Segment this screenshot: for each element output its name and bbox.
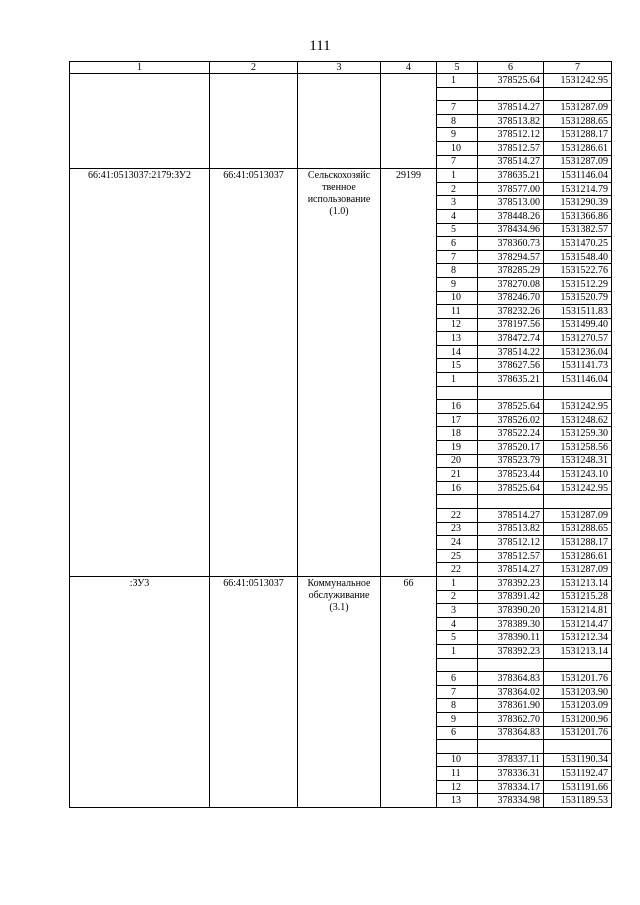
coord-x-cell: 378635.21: [478, 373, 544, 387]
coord-y-cell: 1531287.09: [544, 101, 612, 115]
coord-x-cell: 378513.82: [478, 114, 544, 128]
coord-x-cell: 378512.12: [478, 536, 544, 550]
cadastral-block-cell: 66:41:0513037: [210, 169, 298, 577]
point-number-cell: 11: [437, 305, 478, 319]
coord-x-cell: 378526.02: [478, 413, 544, 427]
coord-x-cell: [478, 658, 544, 672]
table-row: [70, 74, 612, 88]
coord-x-cell: 378434.96: [478, 223, 544, 237]
coord-x-cell: 378334.98: [478, 794, 544, 808]
point-number-cell: 10: [437, 141, 478, 155]
column-header: 3: [298, 62, 381, 74]
coord-x-cell: 378514.27: [478, 509, 544, 523]
column-header: 5: [437, 62, 478, 74]
point-number-cell: [437, 740, 478, 754]
point-number-cell: 12: [437, 780, 478, 794]
column-header: 4: [381, 62, 437, 74]
point-number-cell: 18: [437, 427, 478, 441]
coord-y-cell: 1531520.79: [544, 291, 612, 305]
point-number-cell: 25: [437, 549, 478, 563]
point-number-cell: 15: [437, 359, 478, 373]
point-number-cell: 7: [437, 155, 478, 169]
table-row: [70, 169, 612, 183]
coord-y-cell: 1531200.96: [544, 712, 612, 726]
coord-y-cell: 1531511.83: [544, 305, 612, 319]
coord-x-cell: 378514.27: [478, 563, 544, 577]
coord-x-cell: 378448.26: [478, 209, 544, 223]
coord-x-cell: 378364.02: [478, 685, 544, 699]
coord-x-cell: 378360.73: [478, 237, 544, 251]
coord-y-cell: 1531213.14: [544, 644, 612, 658]
point-number-cell: 8: [437, 264, 478, 278]
coordinates-table: [69, 61, 612, 808]
coord-x-cell: 378514.22: [478, 345, 544, 359]
coord-y-cell: 1531192.47: [544, 767, 612, 781]
point-number-cell: 2: [437, 590, 478, 604]
coord-y-cell: 1531213.14: [544, 576, 612, 590]
table-row: [70, 576, 612, 590]
coord-x-cell: 378334.17: [478, 780, 544, 794]
point-number-cell: 22: [437, 563, 478, 577]
coord-x-cell: 378364.83: [478, 672, 544, 686]
coord-y-cell: 1531248.62: [544, 413, 612, 427]
point-number-cell: 22: [437, 509, 478, 523]
coord-x-cell: 378514.27: [478, 101, 544, 115]
coord-x-cell: 378512.12: [478, 128, 544, 142]
area-cell: [381, 74, 437, 169]
point-number-cell: 21: [437, 468, 478, 482]
coord-y-cell: 1531288.65: [544, 114, 612, 128]
coord-x-cell: 378522.24: [478, 427, 544, 441]
point-number-cell: 14: [437, 345, 478, 359]
coord-x-cell: 378336.31: [478, 767, 544, 781]
coord-y-cell: 1531203.09: [544, 699, 612, 713]
coord-x-cell: 378525.64: [478, 74, 544, 88]
point-number-cell: 11: [437, 767, 478, 781]
cadastral-number-cell: 66:41:0513037:2179:ЗУ2: [70, 169, 210, 577]
coord-y-cell: 1531190.34: [544, 753, 612, 767]
point-number-cell: 4: [437, 617, 478, 631]
point-number-cell: 5: [437, 223, 478, 237]
coord-x-cell: 378285.29: [478, 264, 544, 278]
coord-y-cell: 1531201.76: [544, 672, 612, 686]
coord-x-cell: [478, 495, 544, 509]
coord-y-cell: [544, 87, 612, 101]
coord-y-cell: 1531522.76: [544, 264, 612, 278]
coord-x-cell: 378523.79: [478, 454, 544, 468]
point-number-cell: 6: [437, 237, 478, 251]
coord-y-cell: 1531201.76: [544, 726, 612, 740]
permitted-use-cell: Сельскохозяйс твенное использование (1.0): [298, 169, 381, 577]
coord-y-cell: 1531141.73: [544, 359, 612, 373]
point-number-cell: 6: [437, 672, 478, 686]
point-number-cell: 9: [437, 712, 478, 726]
point-number-cell: 4: [437, 209, 478, 223]
table-body: [70, 74, 612, 808]
coord-x-cell: 378513.00: [478, 196, 544, 210]
coord-x-cell: 378635.21: [478, 169, 544, 183]
coord-y-cell: 1531286.61: [544, 549, 612, 563]
point-number-cell: 16: [437, 481, 478, 495]
coord-y-cell: 1531287.09: [544, 155, 612, 169]
point-number-cell: 16: [437, 400, 478, 414]
coord-x-cell: 378513.82: [478, 522, 544, 536]
coord-y-cell: 1531214.81: [544, 604, 612, 618]
point-number-cell: 17: [437, 413, 478, 427]
coord-y-cell: 1531288.17: [544, 536, 612, 550]
coord-x-cell: 378525.64: [478, 481, 544, 495]
coord-x-cell: 378246.70: [478, 291, 544, 305]
coord-x-cell: 378512.57: [478, 141, 544, 155]
coord-y-cell: 1531366.86: [544, 209, 612, 223]
point-number-cell: 8: [437, 699, 478, 713]
point-number-cell: 5: [437, 631, 478, 645]
coord-y-cell: 1531287.09: [544, 563, 612, 577]
coord-x-cell: 378392.23: [478, 644, 544, 658]
coord-y-cell: 1531146.04: [544, 169, 612, 183]
coord-y-cell: 1531242.95: [544, 400, 612, 414]
point-number-cell: [437, 495, 478, 509]
coord-y-cell: [544, 386, 612, 400]
header-row: [70, 62, 612, 74]
cadastral-block-cell: 66:41:0513037: [210, 576, 298, 807]
coord-y-cell: 1531512.29: [544, 277, 612, 291]
coord-x-cell: 378391.42: [478, 590, 544, 604]
coord-y-cell: 1531212.34: [544, 631, 612, 645]
point-number-cell: 7: [437, 250, 478, 264]
coord-y-cell: 1531270.57: [544, 332, 612, 346]
coord-x-cell: 378270.08: [478, 277, 544, 291]
coord-y-cell: 1531259.30: [544, 427, 612, 441]
coord-x-cell: [478, 386, 544, 400]
coord-y-cell: 1531242.95: [544, 481, 612, 495]
coord-y-cell: [544, 740, 612, 754]
area-cell: 29199: [381, 169, 437, 577]
point-number-cell: 13: [437, 332, 478, 346]
coord-x-cell: 378364.83: [478, 726, 544, 740]
coord-y-cell: 1531286.61: [544, 141, 612, 155]
coord-y-cell: 1531470.25: [544, 237, 612, 251]
point-number-cell: 24: [437, 536, 478, 550]
point-number-cell: 13: [437, 794, 478, 808]
cadastral-number-cell: [70, 74, 210, 169]
coord-x-cell: 378389.30: [478, 617, 544, 631]
point-number-cell: 8: [437, 114, 478, 128]
coord-y-cell: 1531189.53: [544, 794, 612, 808]
coord-x-cell: 378392.23: [478, 576, 544, 590]
coord-y-cell: 1531243.10: [544, 468, 612, 482]
coord-y-cell: 1531290.39: [544, 196, 612, 210]
coord-x-cell: 378525.64: [478, 400, 544, 414]
point-number-cell: 9: [437, 277, 478, 291]
coord-x-cell: 378361.90: [478, 699, 544, 713]
coord-y-cell: 1531499.40: [544, 318, 612, 332]
cadastral-number-cell: :ЗУ3: [70, 576, 210, 807]
permitted-use-cell: Коммунальное обслуживание (3.1): [298, 576, 381, 807]
coord-x-cell: [478, 87, 544, 101]
coord-y-cell: 1531242.95: [544, 74, 612, 88]
point-number-cell: 3: [437, 604, 478, 618]
coord-x-cell: 378512.57: [478, 549, 544, 563]
coord-y-cell: 1531146.04: [544, 373, 612, 387]
point-number-cell: 20: [437, 454, 478, 468]
coord-x-cell: [478, 740, 544, 754]
coord-x-cell: 378523.44: [478, 468, 544, 482]
coord-y-cell: 1531287.09: [544, 509, 612, 523]
coord-x-cell: 378294.57: [478, 250, 544, 264]
coord-y-cell: 1531203.90: [544, 685, 612, 699]
coord-y-cell: 1531548.40: [544, 250, 612, 264]
coord-x-cell: 378232.26: [478, 305, 544, 319]
point-number-cell: 1: [437, 644, 478, 658]
coord-y-cell: 1531248.31: [544, 454, 612, 468]
column-header: 2: [210, 62, 298, 74]
point-number-cell: 12: [437, 318, 478, 332]
point-number-cell: 19: [437, 441, 478, 455]
coord-y-cell: [544, 658, 612, 672]
coord-y-cell: 1531236.04: [544, 345, 612, 359]
coord-x-cell: 378627.56: [478, 359, 544, 373]
point-number-cell: 23: [437, 522, 478, 536]
coord-y-cell: 1531382.57: [544, 223, 612, 237]
point-number-cell: [437, 386, 478, 400]
point-number-cell: 10: [437, 291, 478, 305]
coord-x-cell: 378472.74: [478, 332, 544, 346]
coord-y-cell: 1531215.28: [544, 590, 612, 604]
coord-y-cell: 1531258.56: [544, 441, 612, 455]
coord-x-cell: 378390.11: [478, 631, 544, 645]
point-number-cell: 1: [437, 373, 478, 387]
column-header: 1: [70, 62, 210, 74]
point-number-cell: 9: [437, 128, 478, 142]
coord-x-cell: 378514.27: [478, 155, 544, 169]
coord-y-cell: 1531214.47: [544, 617, 612, 631]
point-number-cell: 1: [437, 576, 478, 590]
column-header: 7: [544, 62, 612, 74]
point-number-cell: 7: [437, 685, 478, 699]
point-number-cell: 7: [437, 101, 478, 115]
column-header: 6: [478, 62, 544, 74]
coord-x-cell: 378197.56: [478, 318, 544, 332]
coord-y-cell: 1531288.17: [544, 128, 612, 142]
coord-x-cell: 378577.00: [478, 182, 544, 196]
coord-y-cell: 1531288.65: [544, 522, 612, 536]
point-number-cell: 2: [437, 182, 478, 196]
point-number-cell: 6: [437, 726, 478, 740]
coord-x-cell: 378337.11: [478, 753, 544, 767]
permitted-use-cell: [298, 74, 381, 169]
page-number: 111: [309, 38, 331, 54]
coord-x-cell: 378390.20: [478, 604, 544, 618]
coord-x-cell: 378520.17: [478, 441, 544, 455]
coord-y-cell: 1531214.79: [544, 182, 612, 196]
cadastral-block-cell: [210, 74, 298, 169]
point-number-cell: 1: [437, 74, 478, 88]
coord-y-cell: 1531191.66: [544, 780, 612, 794]
point-number-cell: [437, 658, 478, 672]
point-number-cell: 10: [437, 753, 478, 767]
point-number-cell: [437, 87, 478, 101]
coord-x-cell: 378362.70: [478, 712, 544, 726]
point-number-cell: 1: [437, 169, 478, 183]
point-number-cell: 3: [437, 196, 478, 210]
area-cell: 66: [381, 576, 437, 807]
coord-y-cell: [544, 495, 612, 509]
